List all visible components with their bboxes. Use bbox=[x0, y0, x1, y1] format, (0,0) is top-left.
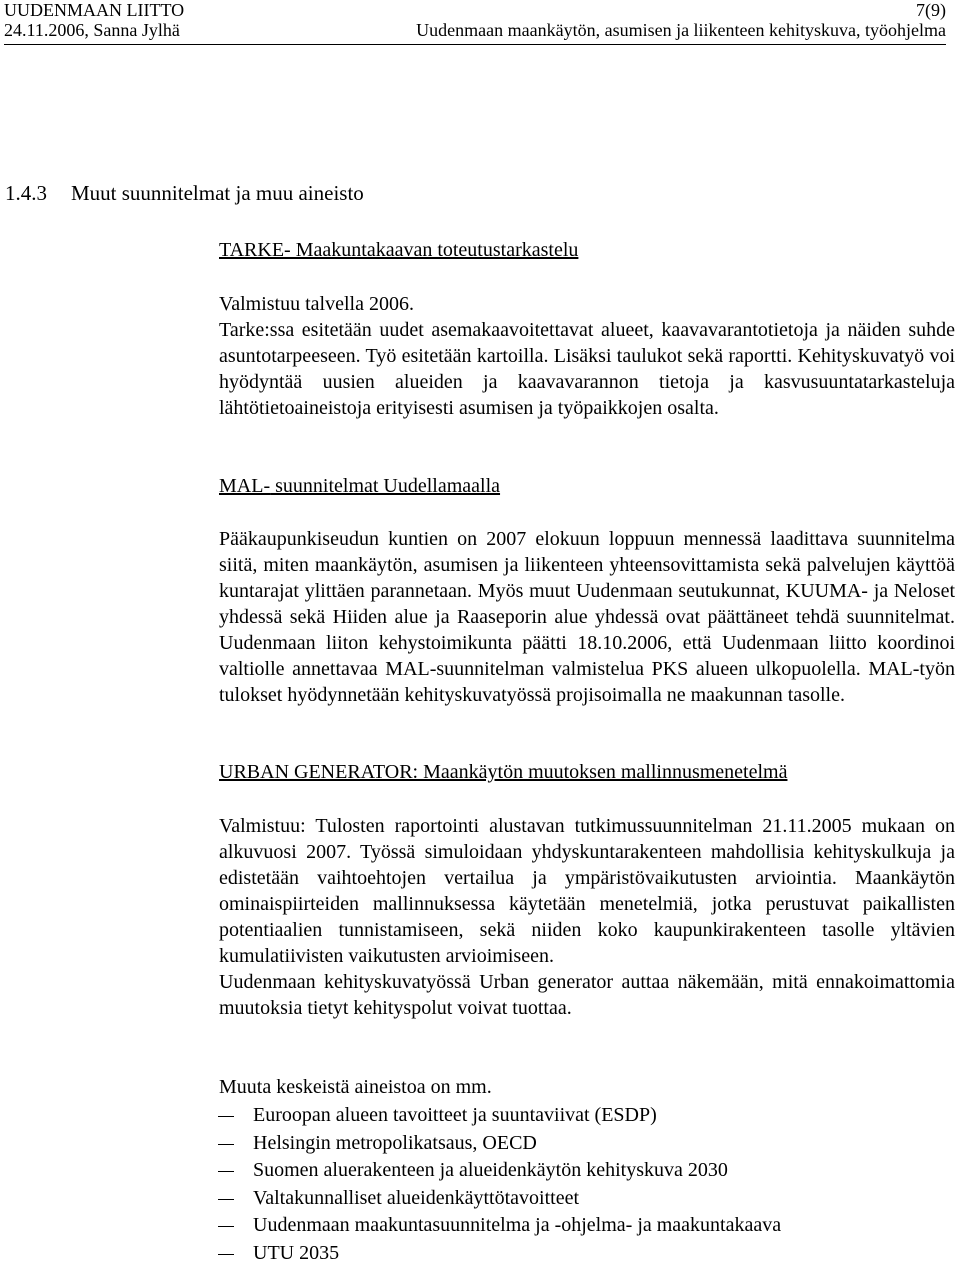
section-number: 1.4.3 bbox=[5, 181, 71, 206]
header-date-author: 24.11.2006, Sanna Jylhä bbox=[4, 20, 180, 40]
list-item-text: Euroopan alueen tavoitteet ja suuntaviivat (ESDP) bbox=[253, 1104, 657, 1126]
list-item-text: Uudenmaan maakuntasuunnitelma ja -ohjelma- ja maakuntakaava bbox=[253, 1214, 781, 1236]
mal-paragraph: Pääkaupunkiseudun kuntien on 2007 elokuun loppuun mennessä laadittava suunnitelma siitä, miten maankäytön, asumisen ja liikenteen yhteensovittamista sekä palvelujen käyttöä kuntarajat ylittäen parannetaan. Myös muut Uudenmaan seutukunnat, KUUMA- ja Neloset yhdessä sekä Hiiden alue ja Raaseporin alue yhdessä ovat päättäneet tehdä suunnitelmat. Uudenmaan liiton kehystoimikunta päätti 18.10.2006, että Uudenmaan liitto koordinoi valtiolle annettavaa MAL-suunnitelman valmistelua PKS alueen ulkopuolella. MAL-työn tulokset hyödynnetään kehityskuvatyössä projisoimalla ne maakunnan tasolle. bbox=[219, 526, 955, 708]
dash-bullet-icon bbox=[218, 1226, 234, 1227]
urban-paragraph-1: Valmistuu: Tulosten raportointi alustavan tutkimussuunnitelman 21.11.2005 mukaan on alkuvuosi 2007. Työssä simuloidaan yhdyskuntarakenteen mahdollisia kehityskulkuja ja edistetään vaihtoehtojen vertailua ja ympäristövaikutusten arviointia. Maankäytön ominaispiirteiden mallinnuksessa käytetään menetelmiä, jotka perustuvat paikallisten potentiaalien tunnistamiseen, sekä niiden koko kaupunkirakenteen tasolle yltävien kumulatiivisten vaikutusten arvioimiseen. bbox=[219, 813, 955, 969]
mal-heading-rest: suunnitelmat Uudellamaalla bbox=[270, 475, 500, 497]
header-document-title: Uudenmaan maankäytön, asumisen ja liikenteen kehityskuva, työohjelma bbox=[416, 20, 946, 40]
list-item-text: Suomen aluerakenteen ja alueidenkäytön kehityskuva 2030 bbox=[253, 1159, 728, 1181]
tarke-paragraph-1: Valmistuu talvella 2006. bbox=[219, 291, 955, 317]
section-heading bbox=[5, 181, 364, 206]
dash-bullet-icon bbox=[218, 1171, 234, 1172]
list-item-text: UTU 2035 bbox=[253, 1242, 339, 1264]
header-divider bbox=[4, 44, 946, 45]
other-materials-intro bbox=[219, 1074, 955, 1101]
dash-bullet-icon bbox=[218, 1254, 234, 1255]
mal-heading bbox=[219, 475, 500, 498]
list-item bbox=[218, 1130, 781, 1158]
list-item bbox=[218, 1157, 781, 1185]
mal-text bbox=[219, 526, 955, 708]
urban-paragraph-2: Uudenmaan kehityskuvatyössä Urban generator auttaa näkemään, mitä ennakoimattomia muutoksia tietyt kehityspolut voivat tuottaa. bbox=[219, 969, 955, 1021]
urban-heading: URBAN GENERATOR: Maankäytön muutoksen mallinnusmenetelmä bbox=[219, 761, 787, 784]
list-item bbox=[218, 1102, 781, 1130]
dash-bullet-icon bbox=[218, 1199, 234, 1200]
list-item-text: Helsingin metropolikatsaus, OECD bbox=[253, 1132, 537, 1154]
tarke-text bbox=[219, 291, 955, 421]
dash-bullet-icon bbox=[218, 1144, 234, 1145]
urban-text bbox=[219, 813, 955, 1021]
header-page-number: 7(9) bbox=[916, 0, 946, 20]
list-item bbox=[218, 1240, 781, 1267]
dash-bullet-icon bbox=[218, 1116, 234, 1117]
header-organization: UUDENMAAN LIITTO bbox=[4, 0, 184, 20]
mal-heading-prefix: MAL- bbox=[219, 475, 270, 497]
tarke-heading: TARKE- Maakuntakaavan toteutustarkastelu bbox=[219, 239, 578, 262]
tarke-paragraph-2: Tarke:ssa esitetään uudet asemakaavoitettavat alueet, kaavavarantotietoja ja näiden suhde asuntotarpeeseen. Työ esitetään kartoilla. Lisäksi taulukot sekä raportti. Kehityskuvatyö voi hyödyntää uusien alueiden ja kaavavarannon tietoja ja kasvusuuntatarkasteluja lähtötietoaineistoja erityisesti asumisen ja työpaikkojen osalta. bbox=[219, 317, 955, 421]
list-item-text: Valtakunnalliset alueidenkäyttötavoitteet bbox=[253, 1187, 579, 1209]
list-item bbox=[218, 1212, 781, 1240]
other-intro-text: Muuta keskeistä aineistoa on mm. bbox=[219, 1074, 955, 1101]
other-materials-list bbox=[218, 1102, 781, 1267]
section-title: Muut suunnitelmat ja muu aineisto bbox=[71, 181, 364, 205]
list-item bbox=[218, 1185, 781, 1213]
